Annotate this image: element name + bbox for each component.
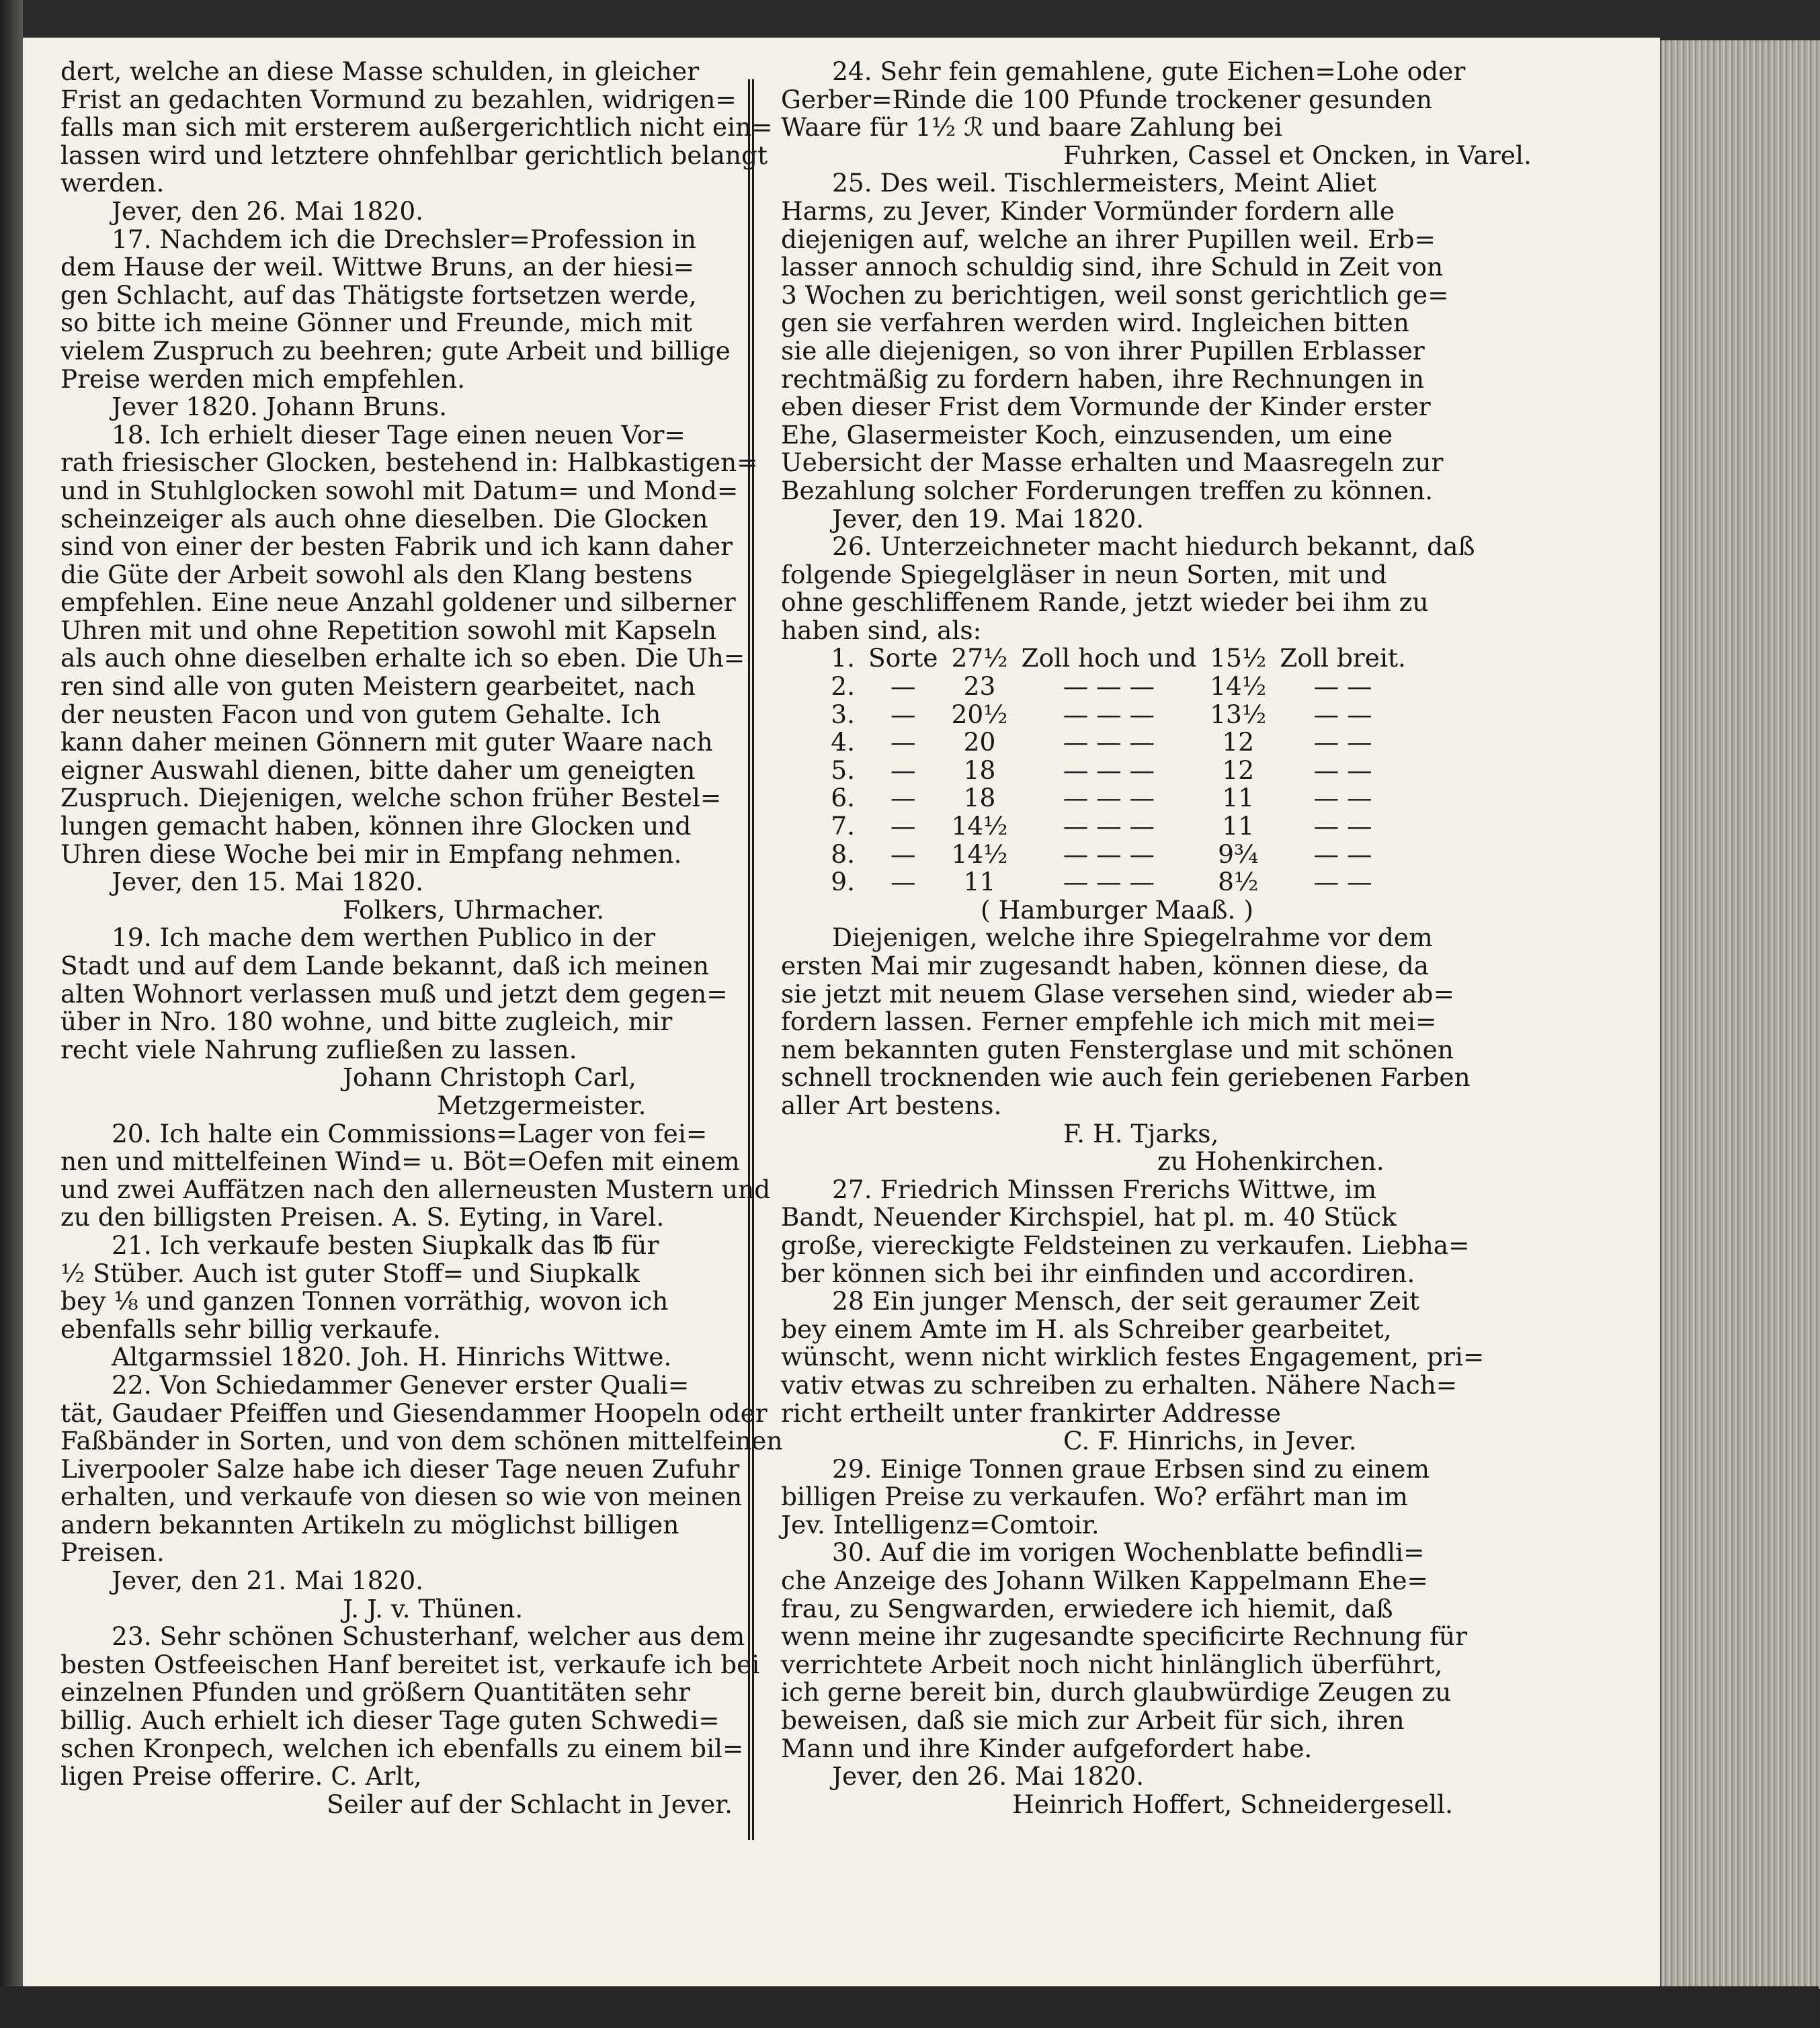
table-cell: 12	[1222, 755, 1255, 785]
text-line: F. H. Tjarks,	[1063, 1118, 1219, 1148]
text-line: lasser annoch schuldig sind, ihre Schuld in Zeit von	[781, 252, 1444, 282]
table-cell: — — —	[1063, 839, 1155, 869]
text-line: 23. Sehr schönen Schusterhanf, welcher aus dem	[112, 1621, 745, 1652]
scan-bottom-border	[0, 1986, 1819, 2028]
text-line: 27. Friedrich Minssen Frerichs Wittwe, im	[832, 1174, 1377, 1204]
table-cell: —	[890, 867, 916, 897]
text-line: che Anzeige des Johann Wilken Kappelmann Ehe=	[781, 1566, 1428, 1596]
text-line: dert, welche an diese Masse schulden, in gleicher	[60, 56, 700, 86]
text-line: ½ Stüber. Auch ist guter Stoff= und Siupkalk	[60, 1258, 640, 1288]
text-line: haben sind, als:	[781, 615, 982, 645]
text-line: 25. Des weil. Tischlermeisters, Meint Aliet	[832, 168, 1376, 198]
text-line: Mann und ihre Kinder aufgefordert habe.	[781, 1733, 1313, 1763]
text-line: richt ertheilt unter frankirter Addresse	[781, 1398, 1281, 1428]
table-cell: Sorte	[868, 643, 938, 673]
text-line: fordern lassen. Ferner empfehle ich mich mit mei=	[781, 1007, 1437, 1037]
table-cell: 8½	[1218, 867, 1259, 897]
text-line: dem Hause der weil. Wittwe Bruns, an der hiesi=	[60, 252, 694, 282]
text-line: eben dieser Frist dem Vormunde der Kinder erster	[781, 392, 1431, 422]
table-cell: — — —	[1063, 867, 1155, 897]
text-line: 24. Sehr fein gemahlene, gute Eichen=Lohe oder	[832, 56, 1466, 86]
text-line: ber können sich bei ihr einfinden und accordiren.	[781, 1258, 1415, 1288]
text-line: scheinzeiger als auch ohne dieselben. Die Glocken	[60, 503, 708, 534]
text-line: Zuspruch. Diejenigen, welche schon früher Bestel=	[60, 783, 722, 813]
text-line: 17. Nachdem ich die Drechsler=Profession in	[112, 224, 696, 254]
text-line: sie alle diejenigen, so von ihrer Pupillen Erblasser	[781, 335, 1425, 366]
table-cell: —	[890, 699, 916, 729]
table-cell: — — —	[1063, 727, 1155, 757]
text-line: nem bekannten guten Fensterglase und mit schönen	[781, 1034, 1454, 1064]
table-cell: — —	[1313, 755, 1372, 785]
text-line: diejenigen auf, welche an ihrer Pupillen weil. Erb=	[781, 224, 1436, 254]
table-cell: — —	[1313, 671, 1372, 702]
table-cell: 6.	[831, 783, 855, 813]
text-line: 19. Ich mache dem werthen Publico in der	[112, 923, 656, 953]
text-line: und in Stuhlglocken sowohl mit Datum= und Mond=	[60, 475, 739, 505]
text-line: 20. Ich halte ein Commissions=Lager von fei=	[112, 1118, 708, 1148]
text-line: ersten Mai mir zugesandt haben, können diese, da	[781, 951, 1430, 980]
text-line: frau, zu Sengwarden, erwiedere ich hiemit, daß	[781, 1593, 1393, 1623]
mirror-size-table	[821, 644, 1413, 896]
text-line: Preisen.	[60, 1537, 165, 1568]
text-line: 30. Auf die im vorigen Wochenblatte befindli=	[832, 1537, 1425, 1568]
text-line: andern bekannten Artikeln zu möglichst billigen	[60, 1509, 679, 1539]
table-cell: — — —	[1063, 671, 1155, 702]
text-line: gen Schlacht, auf das Thätigste fortsetzen werde,	[60, 280, 697, 310]
table-row	[821, 644, 1413, 673]
text-line: Preise werden mich empfehlen.	[60, 364, 466, 394]
text-line: wünscht, wenn nicht wirklich festes Engagement, pri=	[781, 1342, 1485, 1372]
table-cell: 27½	[951, 643, 1008, 673]
text-line: Seiler auf der Schlacht in Jever.	[327, 1789, 733, 1819]
text-line: sind von einer der besten Fabrik und ich kann daher	[60, 532, 733, 562]
text-line: über in Nro. 180 wohne, und bitte zugleich, mir	[60, 1007, 673, 1037]
table-cell: 11	[963, 867, 996, 897]
table-cell: 3.	[831, 699, 855, 729]
table-cell: — —	[1313, 727, 1372, 757]
newspaper-page	[23, 38, 1660, 1986]
table-cell: 18	[963, 755, 996, 785]
text-line: Uebersicht der Masse erhalten und Maasregeln zur	[781, 448, 1444, 478]
text-line: Ehe, Glasermeister Koch, einzusenden, um eine	[781, 419, 1393, 450]
table-cell: — —	[1313, 867, 1372, 897]
text-line: verrichtete Arbeit noch nicht hinlänglich überführt,	[781, 1649, 1443, 1679]
text-line: billig. Auch erhielt ich dieser Tage guten Schwedi=	[60, 1705, 720, 1736]
text-line: gen sie verfahren werden wird. Ingleichen bitten	[781, 308, 1409, 338]
table-cell: 8.	[831, 839, 855, 869]
text-line: Bandt, Neuender Kirchspiel, hat pl. m. 40 Stück	[781, 1202, 1397, 1232]
left-column	[60, 56, 783, 1819]
text-line: Jever, den 15. Mai 1820.	[112, 867, 424, 897]
right-column-top	[781, 56, 1532, 645]
text-line: Bezahlung solcher Forderungen treffen zu können.	[781, 475, 1434, 505]
text-line: die Güte der Arbeit sowohl als den Klang bestens	[60, 559, 693, 589]
text-line: eigner Auswahl dienen, bitte daher um geneigten	[60, 755, 696, 785]
text-line: falls man sich mit ersterem außergerichtlich nicht ein=	[60, 112, 773, 142]
table-cell: 15½	[1210, 643, 1267, 673]
text-line: ich gerne bereit bin, durch glaubwürdige Zeugen zu	[781, 1677, 1452, 1707]
text-line: Jev. Intelligenz=Comtoir.	[781, 1509, 1100, 1539]
text-line: Gerber=Rinde die 100 Pfunde trockener gesunden	[781, 84, 1433, 114]
text-line: Faßbänder in Sorten, und von dem schönen mittelfeinen	[60, 1426, 783, 1456]
table-row	[821, 812, 1413, 841]
text-line: tät, Gaudaer Pfeiffen und Giesendammer Hoopeln oder	[60, 1398, 768, 1428]
table-cell: —	[890, 783, 916, 813]
table-cell: —	[890, 811, 916, 841]
text-line: ohne geschliffenem Rande, jetzt wieder bei ihm zu	[781, 587, 1429, 618]
table-cell: — — —	[1063, 783, 1155, 813]
text-line: ligen Preise offerire. C. Arlt,	[60, 1761, 422, 1791]
size-table-caption: ( Hamburger Maaß. )	[981, 894, 1253, 925]
text-line: Heinrich Hoffert, Schneidergesell.	[1012, 1789, 1453, 1819]
text-line: aller Art bestens.	[781, 1090, 1002, 1120]
table-cell: 14½	[1210, 671, 1267, 702]
table-row	[821, 728, 1413, 757]
column-divider	[748, 79, 754, 1840]
text-line: wenn meine ihr zugesandte specificirte Rechnung für	[781, 1621, 1468, 1652]
text-line: empfehlen. Eine neue Anzahl goldener und silberner	[60, 587, 736, 618]
text-line: so bitte ich meine Gönner und Freunde, mich mit	[60, 308, 692, 338]
text-line: Stadt und auf dem Lande bekannt, daß ich meinen	[60, 951, 709, 980]
text-line: J. J. v. Thünen.	[343, 1593, 524, 1623]
text-line: der neusten Facon und von gutem Gehalte. Ich	[60, 699, 661, 729]
table-cell: — — —	[1063, 755, 1155, 785]
text-line: ebenfalls sehr billig verkaufe.	[60, 1314, 441, 1344]
text-line: Johann Christoph Carl,	[343, 1062, 636, 1093]
text-line: billigen Preise zu verkaufen. Wo? erfährt man im	[781, 1482, 1408, 1512]
right-column	[781, 56, 1532, 1819]
text-line: schnell trocknenden wie auch fein geriebenen Farben	[781, 1062, 1471, 1093]
text-line: lassen wird und letztere ohnfehlbar gerichtlich belangt	[60, 140, 768, 170]
text-line: als auch ohne dieselben erhalte ich so eben. Die Uh=	[60, 643, 745, 673]
text-line: folgende Spiegelgläser in neun Sorten, mit und	[781, 559, 1387, 589]
table-row	[821, 673, 1413, 701]
text-line: zu Hohenkirchen.	[1157, 1146, 1384, 1177]
table-cell: — —	[1313, 839, 1372, 869]
table-cell: Zoll hoch und	[1021, 643, 1197, 673]
text-line: zu den billigsten Preisen. A. S. Eyting, in Varel.	[60, 1202, 665, 1232]
text-line: Diejenigen, welche ihre Spiegelrahme vor dem	[832, 923, 1433, 953]
text-line: Waare für 1½ ℛ und baare Zahlung bei	[781, 112, 1282, 142]
table-cell: —	[890, 727, 916, 757]
scan-left-shadow	[0, 0, 23, 2028]
text-line: 26. Unterzeichneter macht hiedurch bekannt, daß	[832, 532, 1475, 562]
table-row	[821, 784, 1413, 812]
text-line: recht viele Nahrung zufließen zu lassen.	[60, 1034, 577, 1064]
table-cell: 23	[963, 671, 996, 702]
text-line: Jever, den 26. Mai 1820.	[112, 196, 424, 226]
text-line: C. F. Hinrichs, in Jever.	[1063, 1426, 1357, 1456]
table-cell: 9.	[831, 867, 855, 897]
table-cell: 1.	[831, 643, 855, 673]
text-line: schen Kronpech, welchen ich ebenfalls zu einem bil=	[60, 1733, 744, 1763]
table-row	[821, 701, 1413, 729]
right-column-bottom	[781, 923, 1485, 1819]
table-cell: —	[890, 671, 916, 702]
table-cell: Zoll breit.	[1280, 643, 1406, 673]
text-line: lungen gemacht haben, können ihre Glocken und	[60, 811, 692, 841]
table-row	[821, 757, 1413, 785]
table-cell: 2.	[831, 671, 855, 702]
table-cell: — — —	[1063, 811, 1155, 841]
table-cell: 11	[1222, 811, 1255, 841]
text-line: kann daher meinen Gönnern mit guter Waare nach	[60, 727, 713, 757]
text-line: Jever 1820. Johann Bruns.	[112, 392, 448, 422]
text-line: Uhren mit und ohne Repetition sowohl mit Kapseln	[60, 615, 717, 645]
text-line: Frist an gedachten Vormund zu bezahlen, widrigen=	[60, 84, 737, 114]
text-line: beweisen, daß sie mich zur Arbeit für sich, ihren	[781, 1705, 1405, 1736]
table-cell: — —	[1313, 699, 1372, 729]
text-line: Liverpooler Salze habe ich dieser Tage neuen Zufuhr	[60, 1453, 740, 1484]
text-line: und zwei Auffätzen nach den allerneusten Mustern und	[60, 1174, 771, 1204]
table-cell: 20	[963, 727, 996, 757]
text-line: 18. Ich erhielt dieser Tage einen neuen Vor=	[112, 419, 686, 450]
table-cell: 11	[1222, 783, 1255, 813]
table-cell: 20½	[951, 699, 1008, 729]
text-line: Folkers, Uhrmacher.	[343, 894, 605, 925]
text-line: einzelnen Pfunden und größern Quantitäten sehr	[60, 1677, 691, 1707]
table-row	[821, 868, 1413, 896]
text-line: 29. Einige Tonnen graue Erbsen sind zu einem	[832, 1453, 1430, 1484]
text-line: rath friesischer Glocken, bestehend in: Halbkastigen=	[60, 448, 758, 478]
text-line: große, viereckigte Feldsteinen zu verkaufen. Liebha=	[781, 1230, 1470, 1260]
table-cell: 4.	[831, 727, 855, 757]
text-line: sie jetzt mit neuem Glase versehen sind, wieder ab=	[781, 978, 1454, 1009]
table-cell: 14½	[951, 811, 1008, 841]
text-line: 3 Wochen zu berichtigen, weil sonst gerichtlich ge=	[781, 280, 1449, 310]
text-line: Uhren diese Woche bei mir in Empfang nehmen.	[60, 839, 682, 869]
text-line: alten Wohnort verlassen muß und jetzt dem gegen=	[60, 978, 728, 1009]
text-line: Altgarmssiel 1820. Joh. H. Hinrichs Wittwe.	[112, 1342, 672, 1372]
table-cell: — —	[1313, 811, 1372, 841]
text-line: vativ etwas zu schreiben zu erhalten. Nähere Nach=	[781, 1369, 1458, 1400]
table-cell: 9¾	[1218, 839, 1259, 869]
table-cell: —	[890, 839, 916, 869]
table-row	[821, 841, 1413, 869]
table-cell: 13½	[1210, 699, 1267, 729]
table-cell: 12	[1222, 727, 1255, 757]
text-line: nen und mittelfeinen Wind= u. Böt=Oefen mit einem	[60, 1146, 740, 1177]
table-cell: — —	[1313, 783, 1372, 813]
text-line: Fuhrken, Cassel et Oncken, in Varel.	[1063, 140, 1532, 170]
table-cell: 18	[963, 783, 996, 813]
table-cell: 5.	[831, 755, 855, 785]
text-line: 22. Von Schiedammer Genever erster Quali=	[112, 1369, 690, 1400]
table-cell: 14½	[951, 839, 1008, 869]
text-line: Jever, den 19. Mai 1820.	[832, 503, 1145, 534]
text-line: rechtmäßig zu fordern haben, ihre Rechnungen in	[781, 364, 1424, 394]
table-cell: 7.	[831, 811, 855, 841]
table-cell: —	[890, 755, 916, 785]
text-line: ren sind alle von guten Meistern gearbeitet, nach	[60, 671, 696, 702]
book-page-edges	[1660, 40, 1820, 1989]
text-line: bey ⅛ und ganzen Tonnen vorräthig, wovon ich	[60, 1286, 669, 1316]
text-line: bey einem Amte im H. als Schreiber gearbeitet,	[781, 1314, 1392, 1344]
text-line: vielem Zuspruch zu beehren; gute Arbeit und billige	[60, 335, 731, 366]
table-cell: — — —	[1063, 699, 1155, 729]
text-line: Jever, den 26. Mai 1820.	[832, 1761, 1145, 1791]
text-line: Jever, den 21. Mai 1820.	[112, 1566, 424, 1596]
text-line: werden.	[60, 168, 165, 198]
text-line: erhalten, und verkaufe von diesen so wie von meinen	[60, 1482, 743, 1512]
text-line: 28 Ein junger Mensch, der seit geraumer Zeit	[832, 1286, 1420, 1316]
text-line: 21. Ich verkaufe besten Siupkalk das ℔ für	[112, 1230, 659, 1260]
text-line: Harms, zu Jever, Kinder Vormünder fordern alle	[781, 196, 1395, 226]
text-line: besten Ostfeeischen Hanf bereitet ist, verkaufe ich bei	[60, 1649, 760, 1679]
text-line: Metzgermeister.	[437, 1090, 647, 1120]
